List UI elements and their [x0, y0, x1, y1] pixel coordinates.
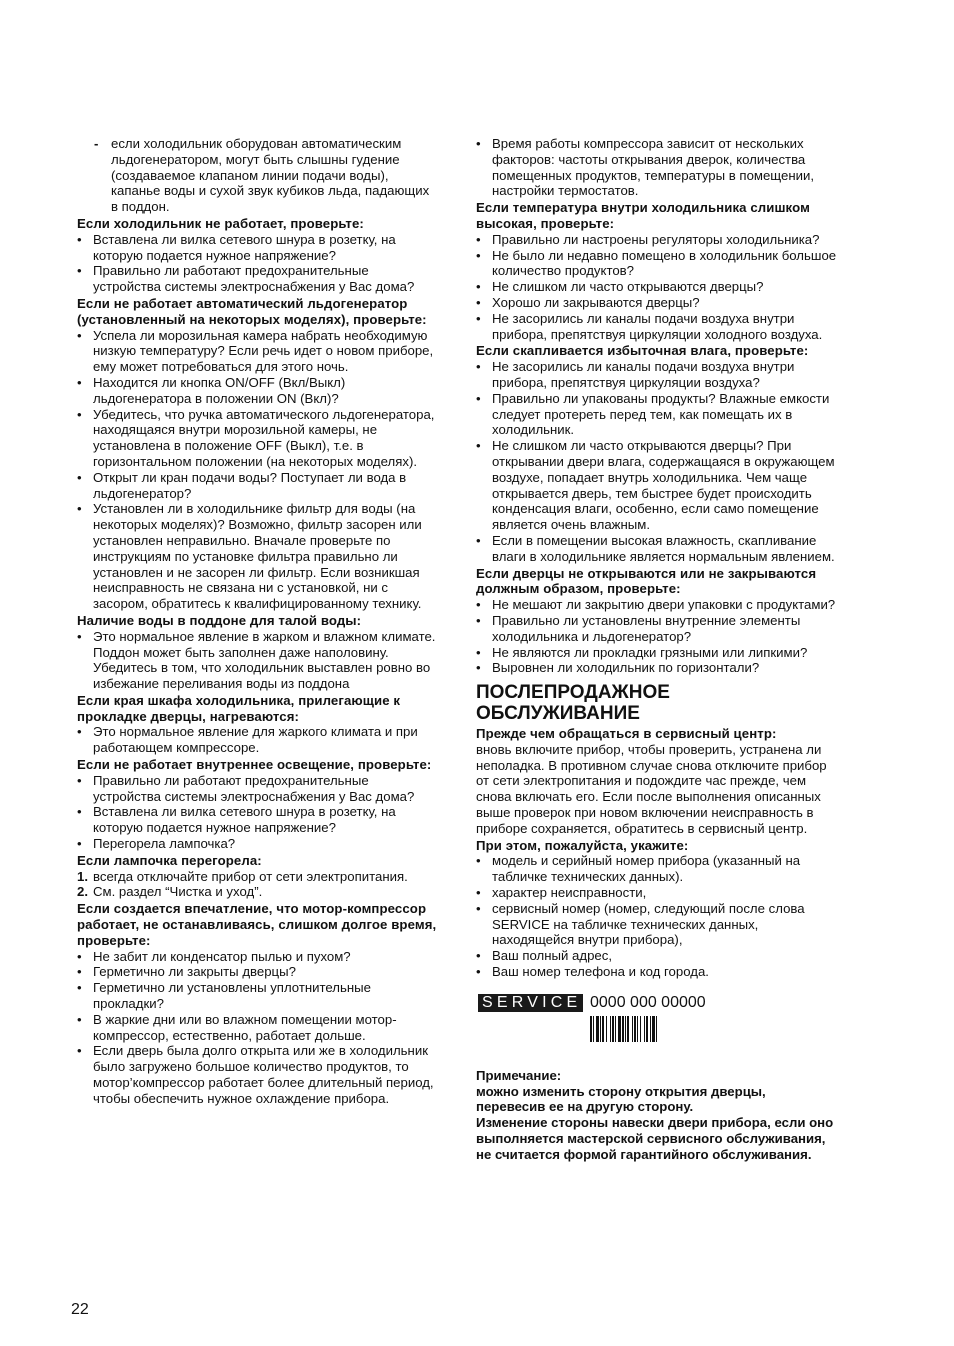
numbered-item [77, 884, 439, 900]
list-item-text: Открыт ли кран подачи воды? Поступает ли вода в льдогенератор? [93, 469, 407, 501]
section-heading: Если не работает внутреннее освещение, проверьте: [77, 757, 432, 773]
bullet-marker: • [476, 438, 481, 454]
list-item-text: Не забит ли конденсатор пылью и пухом? [93, 948, 351, 964]
list-item [476, 645, 838, 661]
list-item-text: См. раздел “Чистка и уход”. [93, 884, 263, 900]
section-heading: Если холодильник не работает, проверьте: [77, 215, 364, 231]
page-section-title: ПОСЛЕПРОДАЖНОЕ ОБСЛУЖИВАНИЕ [476, 682, 670, 725]
list-item [77, 263, 439, 295]
bullet-marker: • [476, 660, 481, 676]
list-item-text: Не являются ли прокладки грязными или липкими? [492, 644, 808, 660]
bullet-marker: • [476, 390, 481, 406]
bullet-marker: • [476, 279, 481, 295]
list-item-text: Герметично ли закрыты дверцы? [93, 964, 296, 980]
list-item-text: Это нормальное явление в жарком и влажном климате. Поддон может быть заполнен даже наполовину. Убедитесь в том, что холодильник выставлен ровно во избежание переливания воды из поддона [93, 628, 436, 692]
list-item-text: Не слишком ли часто открываются дверцы? При открывании двери влага, содержащаяся в окружающем воздухе, попадает внутрь холодильника. Чем чаще открывается дверь, тем быстрее будет происходить конденсация влаги, особенно, если само помещение является очень влажным. [492, 438, 835, 533]
bullet-marker: • [77, 327, 82, 343]
list-item-text: Правильно ли упакованы продукты? Влажные емкости следует протереть перед тем, как помещать их в холодильник. [492, 390, 830, 438]
right-column [476, 136, 838, 1163]
section-heading: Если скапливается избыточная влага, проверьте: [476, 343, 809, 359]
list-item [476, 533, 838, 565]
list-item [77, 629, 439, 692]
bullet-marker: • [77, 772, 82, 788]
list-item [476, 279, 838, 295]
list-item-text: Правильно ли установлены внутренние элементы холодильника и льдогенератор? [492, 612, 801, 644]
bullet-marker: • [77, 628, 82, 644]
note-title: Примечание: [476, 1067, 562, 1083]
list-item [77, 964, 439, 980]
list-item [77, 980, 439, 1012]
list-item-text: Находится ли кнопка ON/OFF (Вкл/Выкл) льдогенератора в положении ON (Вкл)? [93, 374, 346, 406]
list-item [77, 804, 439, 836]
list-item [476, 660, 838, 676]
bullet-marker: • [476, 231, 481, 247]
list-item-text: Выровнен ли холодильник по горизонтали? [492, 660, 760, 676]
list-item [476, 964, 838, 980]
bullet-marker: • [476, 597, 481, 613]
list-item-text: Ваш полный адрес, [492, 948, 613, 964]
list-item [476, 901, 838, 948]
note-line: можно изменить сторону открытия дверцы, перевесив ее на другую сторону. [476, 1083, 766, 1115]
list-item-text: Это нормальное явление для жаркого климата и при работающем компрессоре. [93, 724, 418, 756]
bullet-marker: • [77, 724, 82, 740]
service-label: SERVICE [478, 994, 583, 1012]
list-item-text: сервисный номер (номер, следующий после слова SERVICE на табличке технических данных, находящейся внутри прибора), [492, 900, 805, 948]
bullet-marker: • [476, 964, 481, 980]
list-item-text: модель и серийный номер прибора (указанный на табличке технических данных). [492, 853, 801, 885]
list-item [476, 391, 838, 438]
list-item-text: Установлен ли в холодильнике фильтр для воды (на некоторых моделях)? Возможно, фильтр засорен или установлен неправильно. Вначале проверьте по инструкциям по установке фильтра правильно ли установлен и не засорен ли фильтр. Если возникшая неисправность не связана ни с установкой, ни с засором, обратитесь к квалифицированному технику. [93, 501, 422, 612]
list-item [476, 438, 838, 533]
list-item-text: Хорошо ли закрываются дверцы? [492, 294, 700, 310]
list-item-text: Если дверь была долго открыта или же в холодильник было загружено большое количество продуктов, то мотор’компрессор работает более длительный период, чтобы обеспечить нужное охлаждение прибора. [93, 1043, 434, 1106]
list-item [77, 1043, 439, 1106]
bullet-marker: • [476, 644, 481, 660]
section-heading: Если края шкафа холодильника, прилегающие к прокладке дверцы, нагреваются: [77, 692, 401, 724]
list-item [476, 232, 838, 248]
bullet-marker: • [77, 469, 82, 485]
list-item-text: Герметично ли установлены уплотнительные прокладки? [93, 980, 371, 1012]
bullet-marker: - [94, 136, 99, 151]
list-item [476, 885, 838, 901]
section-heading: Наличие воды в поддоне для талой воды: [77, 612, 362, 628]
section-heading: Если лампочка перегорела: [77, 852, 262, 868]
bullet-marker: • [476, 310, 481, 326]
page-number: 22 [71, 1301, 89, 1318]
bullet-marker: • [77, 980, 82, 996]
list-item-text: Правильно ли работают предохранительные устройства системы электроснабжения у Вас дома? [93, 772, 415, 804]
section-heading: Прежде чем обращаться в сервисный центр: [476, 726, 777, 742]
list-item [77, 949, 439, 965]
list-item-text: Правильно ли настроены регуляторы холодильника? [492, 231, 820, 247]
list-item-text: Ваш номер телефона и код города. [492, 964, 709, 980]
bullet-marker: • [77, 948, 82, 964]
service-number: 0000 000 00000 [590, 993, 706, 1011]
list-item-text: Вставлена ли вилка сетевого шнура в розетку, на которую подается нужное напряжение? [93, 804, 396, 836]
list-item-text: всегда отключайте прибор от сети электропитания. [93, 868, 408, 884]
list-item-text: Успела ли морозильная камера набрать необходимую низкую температуру? Если речь идет о новом приборе, ему может потребоваться для этого ночь. [93, 327, 434, 375]
bullet-marker: • [77, 263, 82, 279]
list-item [476, 311, 838, 343]
bullet-marker: • [476, 136, 481, 151]
list-item [476, 853, 838, 885]
paragraph: вновь включите прибор, чтобы проверить, устранена ли неполадка. В противном случае снова отключите прибор от сети электропитания и подождите час прежде, чем снова включать его. Если после выполнения описанных выше проверок при новом включении неисправность в приборе сохраняется, обратитесь в сервисный центр. [476, 741, 827, 836]
bullet-marker: • [476, 948, 481, 964]
bullet-marker: • [77, 406, 82, 422]
list-item [77, 501, 439, 612]
list-item-text: характер неисправности, [492, 885, 647, 901]
section-heading: Если дверцы не открываются или не закрываются должным образом, проверьте: [476, 565, 817, 597]
list-item-text: Убедитесь, что ручка автоматического льдогенератора, находящаяся внутри морозильной камеры, не установлена в положение OFF (Выкл), т.е. в горизонтальном положении (на некоторых моделях). [93, 406, 435, 469]
bullet-marker: • [476, 853, 481, 869]
barcode-icon [590, 1016, 694, 1042]
list-item-text: Вставлена ли вилка сетевого шнура в розетку, на которую подается нужное напряжение? [93, 231, 396, 263]
list-item-text: Не было ли недавно помещено в холодильник большое количество продуктов? [492, 247, 837, 279]
list-item-text: Не мешают ли закрытию двери упаковки с продуктами? [492, 597, 836, 613]
list-item [77, 470, 439, 502]
bullet-marker: • [77, 374, 82, 390]
bullet-marker: • [476, 885, 481, 901]
list-item-text: Не слишком ли часто открываются дверцы? [492, 279, 764, 295]
service-block [476, 994, 838, 1046]
note-line: Изменение стороны навески двери прибора, если оно выполняется мастерской сервисного обслуживания, не считается формой гарантийного обслуживания. [476, 1115, 834, 1162]
bullet-marker: 1. [77, 868, 88, 884]
section-heading: Если температура внутри холодильника слишком высокая, проверьте: [476, 200, 810, 231]
list-item-text: В жаркие дни или во влажном помещении мотор-компрессор, естественно, работает дольше. [93, 1011, 397, 1043]
list-item [476, 295, 838, 311]
list-item [77, 407, 439, 470]
list-item-text: Не засорились ли каналы подачи воздуха внутри прибора, препятствуя циркуляции воздуха? [492, 359, 795, 390]
numbered-item [77, 869, 439, 885]
bullet-marker: • [77, 501, 82, 517]
list-item-text: если холодильник оборудован автоматическим льдогенератором, могут быть слышны гудение (создаваемое клапаном линии подачи воды), капанье воды и сухой звук кубиков льда, падающих в поддон. [111, 136, 430, 215]
list-item-text: Если в помещении высокая влажность, скапливание влаги в холодильнике является нормальным явлением. [492, 532, 835, 564]
list-item [476, 136, 838, 199]
list-item [476, 597, 838, 613]
list-item-text: Не засорились ли каналы подачи воздуха внутри прибора, препятствуя циркуляции холодного воздуха. [492, 310, 823, 342]
section-heading: Если не работает автоматический льдогенератор (установленный на некоторых моделях), проверьте: [77, 295, 427, 327]
bullet-marker: • [77, 231, 82, 247]
list-item-text: Перегорела лампочка? [93, 836, 236, 852]
list-item [77, 375, 439, 407]
list-item [77, 724, 439, 756]
note-block [476, 1068, 838, 1163]
bullet-marker: • [476, 294, 481, 310]
list-item [77, 836, 439, 852]
list-item-text: Время работы компрессора зависит от нескольких факторов: частоты открывания дверок, количества помещенных продуктов, температуры в помещении, настройки термостатов. [492, 136, 815, 199]
list-item [476, 948, 838, 964]
section-heading: Если создается впечатление, что мотор-компрессор работает, не останавливаясь, слишком долгое время, проверьте: [77, 901, 437, 948]
list-item [77, 328, 439, 375]
bullet-marker: • [77, 964, 82, 980]
right-column-content [476, 136, 838, 980]
list-item [77, 773, 439, 805]
list-item [476, 359, 838, 391]
list-item [77, 1012, 439, 1044]
list-item [77, 232, 439, 264]
bullet-marker: • [476, 900, 481, 916]
section-heading: При этом, пожалуйста, укажите: [476, 837, 689, 853]
bullet-marker: • [476, 359, 481, 375]
bullet-marker: • [476, 532, 481, 548]
bullet-marker: • [77, 804, 82, 820]
bullet-marker: 2. [77, 884, 88, 900]
list-item [476, 613, 838, 645]
list-item [476, 248, 838, 280]
bullet-marker: • [476, 247, 481, 263]
list-item [77, 136, 439, 215]
list-item-text: Правильно ли работают предохранительные устройства системы электроснабжения у Вас дома? [93, 263, 415, 295]
bullet-marker: • [476, 612, 481, 628]
left-column [77, 136, 439, 1107]
bullet-marker: • [77, 836, 82, 852]
bullet-marker: • [77, 1043, 82, 1059]
bullet-marker: • [77, 1011, 82, 1027]
